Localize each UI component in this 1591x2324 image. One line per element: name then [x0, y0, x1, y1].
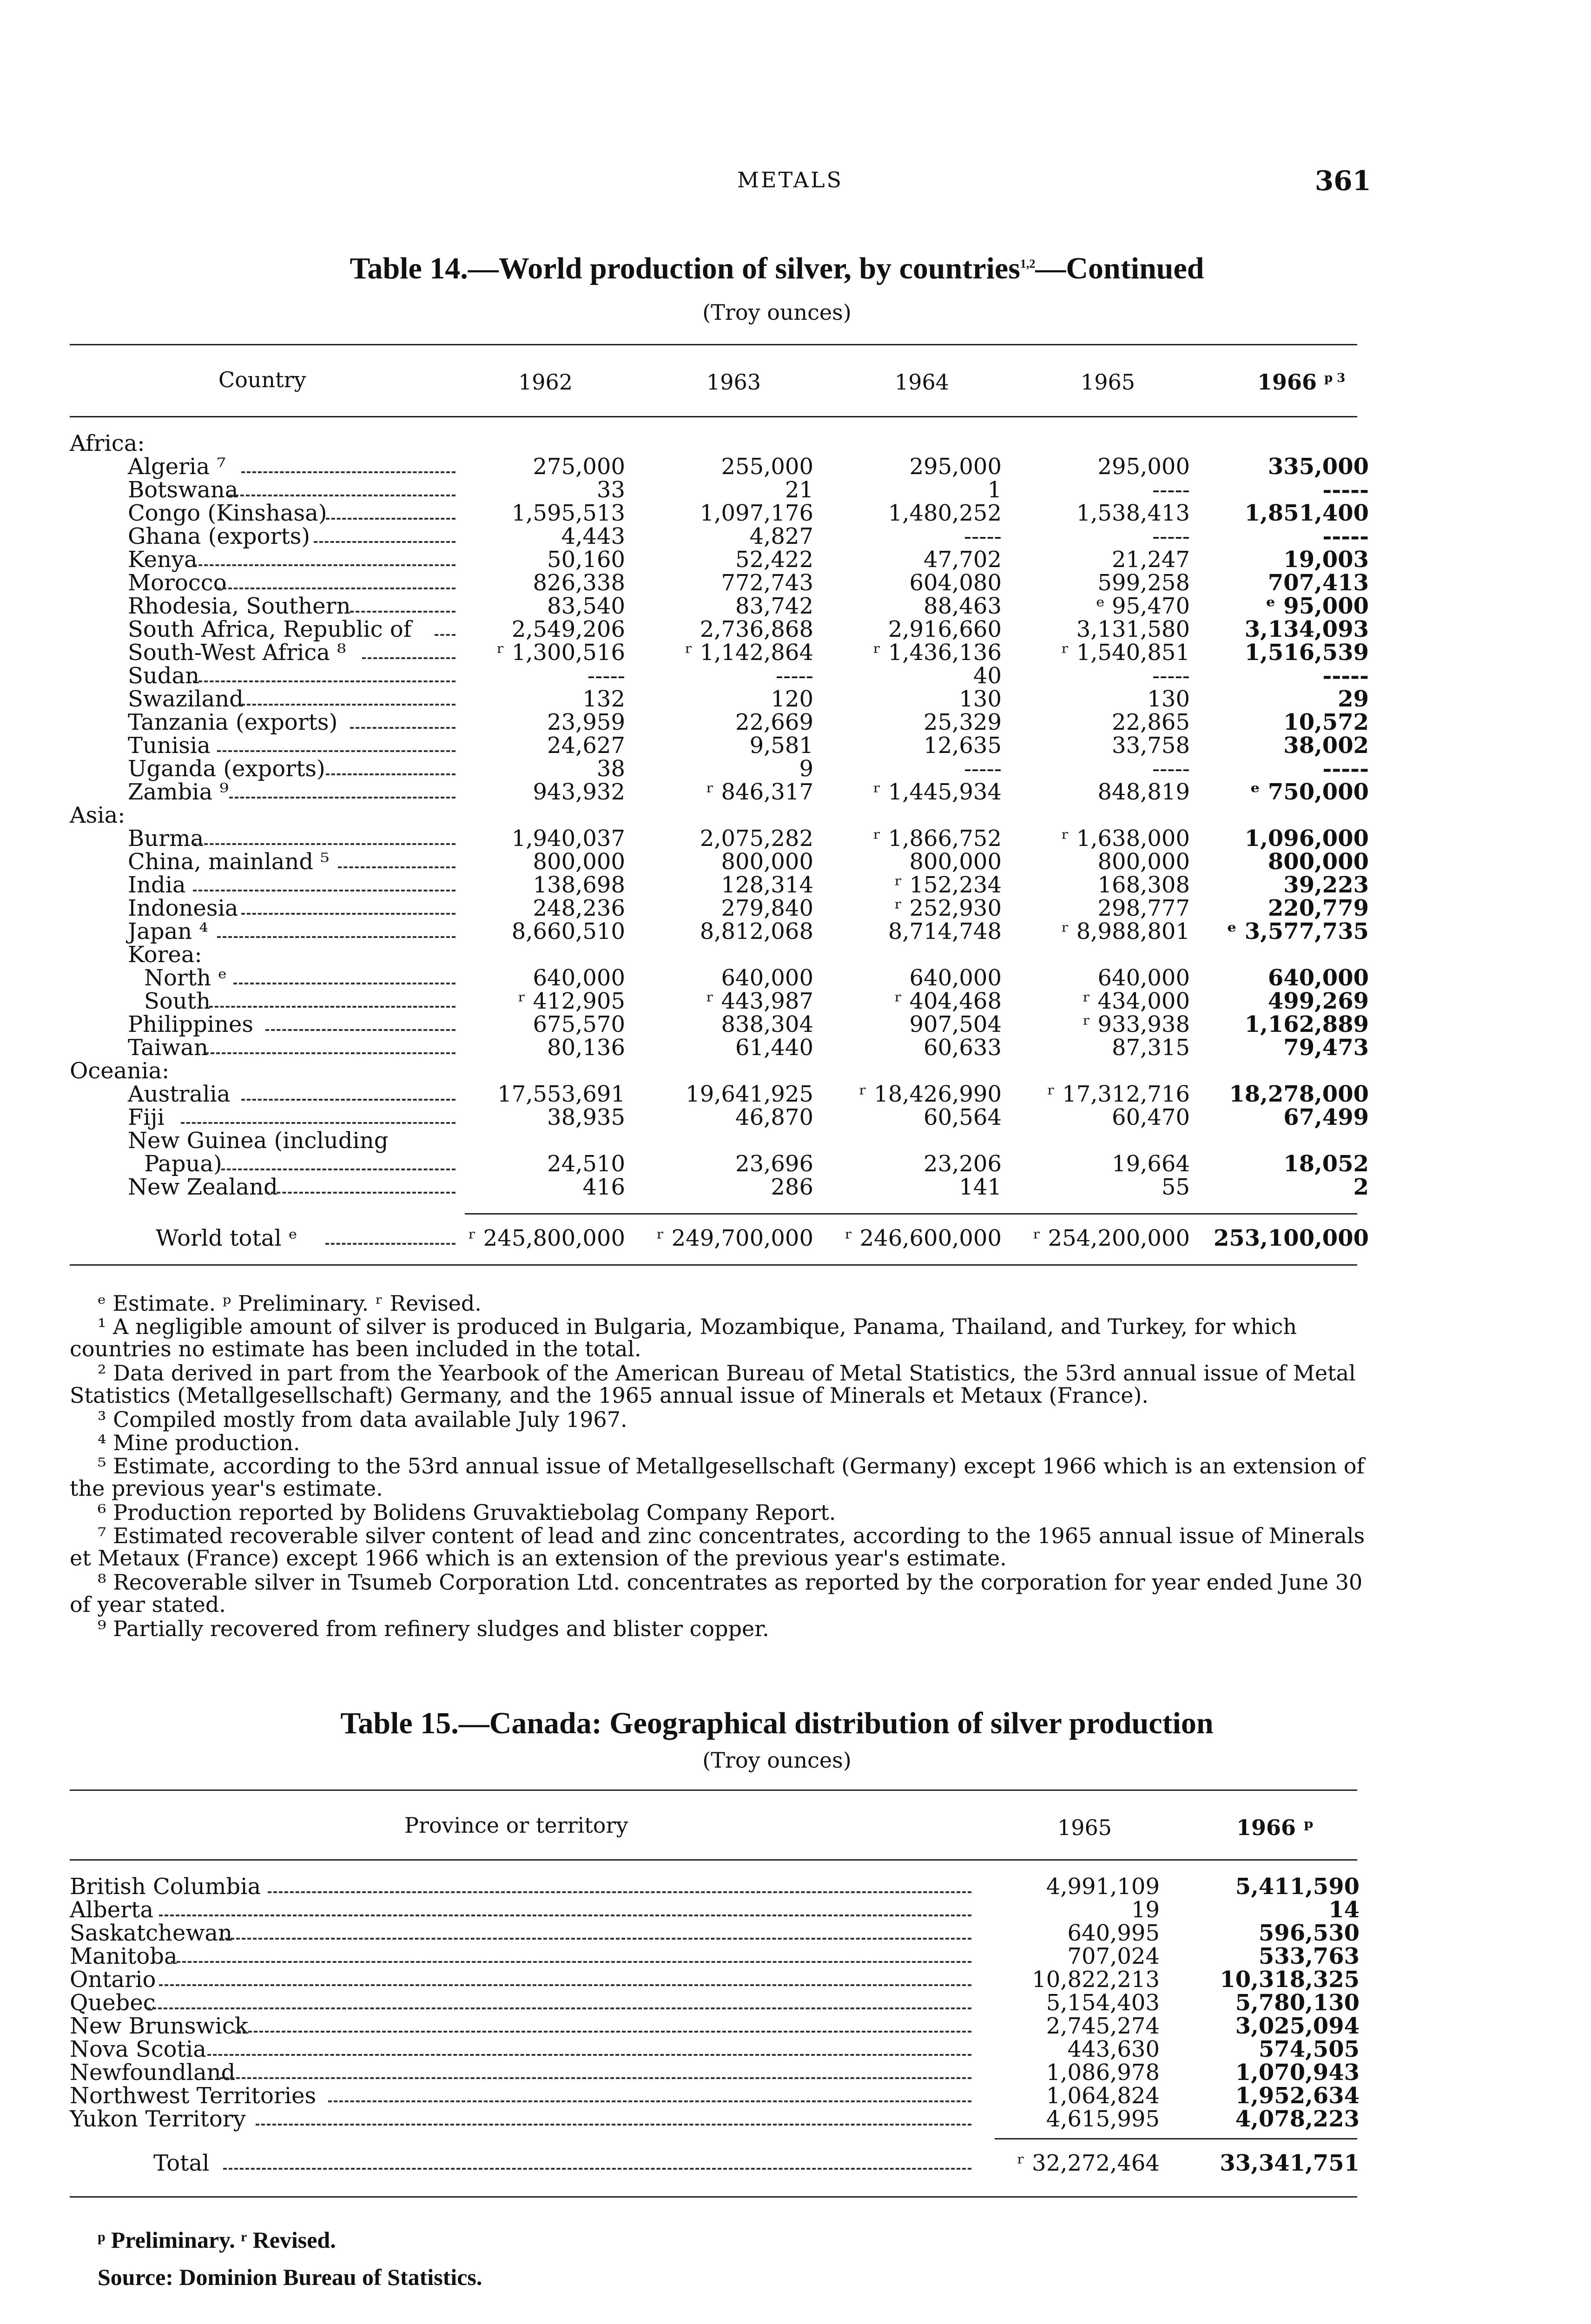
table14-cell: 4,827 — [749, 523, 813, 549]
leader-dots — [219, 1938, 971, 1940]
table14-cell: ----- — [1152, 477, 1190, 503]
table14-row-label: New Zealand — [128, 1174, 278, 1200]
table14-cell: ----- — [1152, 663, 1190, 689]
leader-dots — [193, 680, 456, 682]
table14-row-label: Philippines — [128, 1011, 254, 1037]
table14-footnote: ³ Compiled mostly from data available July 1967. — [98, 1407, 627, 1432]
table14-cell: 132 — [582, 686, 625, 712]
leader-dots — [241, 1099, 456, 1101]
table14-row-label: Morocco — [128, 570, 227, 596]
table14-cell: 23,696 — [735, 1151, 813, 1177]
table14-cell: ʳ 404,468 — [894, 988, 1002, 1014]
leader-dots — [268, 1891, 971, 1893]
leader-dots — [362, 657, 456, 659]
table15-title: Table 15.—Canada: Geographical distribution of silver production — [340, 1706, 1214, 1740]
table14-row-label: Korea: — [128, 942, 202, 968]
table14-row-label: South-West Africa ⁸ — [128, 640, 346, 666]
table15-cell-1966: 5,411,590 — [1235, 1874, 1360, 1900]
table14-cell: 138,698 — [533, 872, 625, 898]
table14-cell: 83,742 — [735, 593, 813, 619]
table14-footnote: ⁷ Estimated recoverable silver content of lead and zinc concentrates, according to the 1965 annual issue of Minerals et Metaux (France) except 1966 which is an extension of the previous year's estimate. — [70, 1523, 1365, 1571]
table14-row-label: Tunisia — [128, 733, 211, 759]
table14-cell: ----- — [1322, 663, 1369, 689]
table14-cell: 640,000 — [909, 965, 1002, 991]
table14-row-label: Taiwan — [128, 1035, 208, 1061]
page-number: 361 — [1314, 165, 1371, 197]
table14-footnote: ⁸ Recoverable silver in Tsumeb Corporation Ltd. concentrates as reported by the corporation for year ended June 30 of year stated. — [70, 1570, 1363, 1617]
table14-row-label: Algeria ⁷ — [128, 454, 226, 480]
table15-footnote-1: ᵖ Preliminary. ʳ Revised. — [98, 2227, 336, 2253]
table14-row-label: Papua) — [144, 1151, 222, 1177]
table15-row-label: Ontario — [70, 1967, 156, 1993]
table14-top-rule — [70, 344, 1357, 345]
table14-cell: 248,236 — [533, 895, 625, 921]
leader-dots — [350, 611, 456, 613]
table14-total-cell: ʳ 245,800,000 — [468, 1225, 625, 1251]
table14-row-label: Indonesia — [128, 895, 238, 921]
table14-footnote: ⁴ Mine production. — [98, 1430, 300, 1455]
leader-dots — [265, 1192, 456, 1194]
table14-cell: 33,758 — [1112, 733, 1190, 759]
table14-row-label: Zambia ⁹ — [128, 779, 229, 805]
table14-cell: 800,000 — [909, 849, 1002, 875]
table14-row-label: Congo (Kinshasa) — [128, 500, 327, 526]
table14-cell: 800,000 — [1268, 849, 1369, 875]
table15-col-1966: 1966 ᵖ — [1236, 1815, 1314, 1840]
leader-dots — [241, 471, 456, 473]
table14-cell: 848,819 — [1097, 779, 1190, 805]
table14-cell: 275,000 — [533, 454, 625, 480]
leader-dots — [314, 541, 456, 543]
table14-cell: 2,549,206 — [511, 616, 625, 642]
table14-cell: 907,504 — [909, 1011, 1002, 1037]
leader-dots — [328, 2100, 971, 2102]
table14-header-rule — [70, 416, 1357, 417]
table14-row-label: South — [144, 988, 211, 1014]
table14-cell: 1,097,176 — [700, 500, 813, 526]
table14-footnote: ⁵ Estimate, according to the 53rd annual issue of Metallgesellschaft (Germany) except 1966 which is an extension of the previous year's estimate. — [70, 1453, 1365, 1501]
table14-cell: ʳ 1,866,752 — [873, 825, 1002, 852]
table14-title — [0, 251, 1572, 286]
table14-cell: 12,635 — [924, 733, 1002, 759]
table14-cell: 19,641,925 — [686, 1081, 813, 1107]
table14-cell: 46,870 — [735, 1104, 813, 1130]
table14-cell: ʳ 17,312,716 — [1047, 1081, 1190, 1107]
leader-dots — [233, 983, 456, 984]
table14-row-label: North ᵉ — [144, 965, 227, 991]
table14-cell: 17,553,691 — [497, 1081, 625, 1107]
table14-col-1962: 1962 — [518, 370, 573, 395]
table14-cell: 19,664 — [1112, 1151, 1190, 1177]
table14-cell: ----- — [964, 756, 1002, 782]
table14-cell: 3,131,580 — [1076, 616, 1190, 642]
table15-row-label: Nova Scotia — [70, 2036, 206, 2062]
table14-cell: ʳ 412,905 — [518, 988, 625, 1014]
table14-total-cell: 253,100,000 — [1213, 1225, 1369, 1251]
table14-cell: 38 — [596, 756, 625, 782]
table14-cell: 1,595,513 — [511, 500, 625, 526]
table14-cell: 298,777 — [1097, 895, 1190, 921]
table14-row-label: Sudan — [128, 663, 200, 689]
table14-footnote: ᵉ Estimate. ᵖ Preliminary. ʳ Revised. — [98, 1291, 482, 1316]
table14-cell: 9,581 — [749, 733, 813, 759]
table14-cell: 286 — [771, 1174, 813, 1200]
table14-cell: 640,000 — [1097, 965, 1190, 991]
table14-footnote: ⁹ Partially recovered from refinery sludges and blister copper. — [98, 1616, 769, 1641]
table14-cell: 2 — [1353, 1174, 1369, 1200]
table15-row-label: Manitoba — [70, 1943, 178, 1969]
table14-cell: 21,247 — [1112, 547, 1190, 573]
leader-dots — [326, 518, 456, 520]
table14-footnote: ² Data derived in part from the Yearbook of the American Bureau of Metal Statistics, the 53rd annual issue of Metal Statistics (Metallgesellschaft) Germany, and the 1965 annual issue of Minerals et Metaux (France). — [70, 1360, 1356, 1408]
table14-cell: 1 — [987, 477, 1002, 503]
table14-title-text: Table 14.—World production of silver, by countries — [350, 251, 1020, 285]
table14-col-1966-year: 1966 — [1257, 370, 1317, 395]
table14-cell: ʳ 933,938 — [1083, 1011, 1190, 1037]
table15-row-label: British Columbia — [70, 1874, 261, 1900]
table14-cell: 18,278,000 — [1229, 1081, 1369, 1107]
table15-row-label: New Brunswick — [70, 2013, 248, 2039]
table14-cell: 67,499 — [1283, 1104, 1369, 1130]
table14-cell: 33 — [596, 477, 625, 503]
table14-row-label: Africa: — [70, 430, 145, 456]
leader-dots — [171, 1961, 971, 1963]
table14-cell: ʳ 18,426,990 — [859, 1081, 1002, 1107]
leader-dots — [159, 1984, 971, 1986]
table14-col-1966 — [1257, 370, 1345, 395]
table14-cell: ᵉ 3,577,735 — [1227, 918, 1369, 944]
table14-cell: 60,564 — [924, 1104, 1002, 1130]
table14-total-cell: ʳ 246,600,000 — [845, 1225, 1002, 1251]
table15-col-1965: 1965 — [1057, 1815, 1112, 1840]
table14-cell: 295,000 — [909, 454, 1002, 480]
table15-cell-1965: 5,154,403 — [1046, 1990, 1160, 2016]
table14-cell: 800,000 — [1097, 849, 1190, 875]
table14-cell: ʳ 1,300,516 — [496, 640, 625, 666]
leader-dots — [207, 2054, 971, 2056]
table14-cell: ----- — [1322, 523, 1369, 549]
table15-cell-1966: 3,025,094 — [1235, 2013, 1360, 2039]
leader-dots — [209, 1006, 456, 1008]
table14-cell: 8,714,748 — [888, 918, 1002, 944]
table14-row-label: New Guinea (including — [128, 1128, 389, 1154]
leader-dots — [193, 564, 456, 566]
table14-cell: 60,470 — [1112, 1104, 1190, 1130]
table14-cell: 640,000 — [1268, 965, 1369, 991]
table15-top-rule — [70, 1789, 1357, 1791]
table14-cell: 24,510 — [547, 1151, 625, 1177]
leader-dots — [229, 495, 456, 496]
table14-col-country: Country — [218, 367, 306, 392]
table14-cell: 18,052 — [1283, 1151, 1369, 1177]
leader-dots — [338, 866, 456, 868]
table15-cell-1965: 10,822,213 — [1032, 1967, 1160, 1993]
table14-cell: ----- — [775, 663, 813, 689]
table14-cell: 38,935 — [547, 1104, 625, 1130]
table14-cell: ʳ 443,987 — [706, 988, 813, 1014]
leader-dots — [229, 797, 456, 799]
table14-cell: 120 — [771, 686, 813, 712]
table14-cell: ʳ 8,988,801 — [1061, 918, 1190, 944]
table15-cell-1966: 574,505 — [1258, 2036, 1360, 2062]
table14-cell: 826,338 — [533, 570, 625, 596]
table14-cell: 707,413 — [1268, 570, 1369, 596]
table14-cell: 60,633 — [924, 1035, 1002, 1061]
table15-cell-1966: 4,078,223 — [1235, 2106, 1360, 2132]
table15-cell-1966: 1,952,634 — [1235, 2083, 1360, 2109]
table14-cell: 604,080 — [909, 570, 1002, 596]
table14-cell: 3,134,093 — [1244, 616, 1369, 642]
table14-cell: 23,206 — [924, 1151, 1002, 1177]
table15-footnote-source: Source: Dominion Bureau of Statistics. — [98, 2264, 482, 2290]
table14-cell: 1,516,539 — [1244, 640, 1369, 666]
table14-cell: 4,443 — [561, 523, 625, 549]
table14-cell: ᵉ 95,470 — [1096, 593, 1190, 619]
table14-cell: 38,002 — [1283, 733, 1369, 759]
table14-title-suffix: —Continued — [1035, 251, 1204, 285]
table14-row-label: India — [128, 872, 186, 898]
table14-cell: 83,540 — [547, 593, 625, 619]
table15-header-rule — [70, 1859, 1357, 1861]
table15-total-label: Total — [153, 2150, 210, 2176]
table14-unit: (Troy ounces) — [702, 300, 852, 325]
table14-cell: 640,000 — [533, 965, 625, 991]
table14-cell: ----- — [1152, 756, 1190, 782]
table14-cell: 141 — [959, 1174, 1002, 1200]
table14-cell: 40 — [973, 663, 1002, 689]
table14-cell: 55 — [1161, 1174, 1190, 1200]
table14-cell: ʳ 1,540,851 — [1061, 640, 1190, 666]
table15-cell-1965: 4,615,995 — [1046, 2106, 1160, 2132]
table14-cell: 800,000 — [533, 849, 625, 875]
table15-total-rule — [995, 2138, 1357, 2139]
table14-cell: 8,660,510 — [511, 918, 625, 944]
table14-cell: 50,160 — [547, 547, 625, 573]
table14-cell: 79,473 — [1283, 1035, 1369, 1061]
table14-col-1966-sup: p 3 — [1324, 371, 1346, 385]
table15-row-label: Northwest Territories — [70, 2083, 317, 2109]
table15-cell-1965: 2,745,274 — [1046, 2013, 1160, 2039]
leader-dots — [219, 2077, 971, 2079]
table14-row-label: Botswana — [128, 477, 238, 503]
table14-total-cell: ʳ 254,200,000 — [1033, 1225, 1190, 1251]
table14-total-label: World total ᵉ — [156, 1225, 297, 1251]
table14-cell: ----- — [964, 523, 1002, 549]
leader-dots — [265, 1029, 456, 1031]
leader-dots — [326, 773, 456, 775]
leader-dots — [205, 1052, 456, 1054]
table14-cell: 23,959 — [547, 709, 625, 735]
table14-cell: ----- — [1152, 523, 1190, 549]
table14-cell: 2,736,868 — [700, 616, 813, 642]
leader-dots — [350, 727, 456, 729]
table14-cell: 255,000 — [721, 454, 813, 480]
table14-footnote: ¹ A negligible amount of silver is produced in Bulgaria, Mozambique, Panama, Thailand, and Turkey, for which countries no estimate has been included in the total. — [70, 1314, 1297, 1361]
table14-cell: ʳ 1,445,934 — [873, 779, 1002, 805]
table14-cell: ----- — [1322, 756, 1369, 782]
table14-cell: ᵉ 750,000 — [1250, 779, 1369, 805]
table14-cell: 279,840 — [721, 895, 813, 921]
table15-cell-1966: 596,530 — [1258, 1920, 1360, 1946]
table14-cell: 87,315 — [1112, 1035, 1190, 1061]
table15-row-label: Quebec — [70, 1990, 156, 2016]
leader-dots — [221, 1169, 456, 1170]
table14-cell: 29 — [1338, 686, 1369, 712]
table14-cell: 1,851,400 — [1244, 500, 1369, 526]
table14-cell: 88,463 — [924, 593, 1002, 619]
leader-dots — [217, 936, 456, 938]
table14-cell: 9 — [799, 756, 813, 782]
table14-cell: 47,702 — [924, 547, 1002, 573]
table14-title-sup: 1,2 — [1020, 257, 1036, 271]
table14-cell: 2,916,660 — [888, 616, 1002, 642]
table15-row-label: Alberta — [70, 1897, 153, 1923]
table14-cell: ʳ 434,000 — [1083, 988, 1190, 1014]
table14-cell: 39,223 — [1283, 872, 1369, 898]
table14-cell: 168,308 — [1097, 872, 1190, 898]
table14-row-label: Rhodesia, Southern — [128, 593, 351, 619]
table14-row-label: Asia: — [70, 802, 125, 828]
leader-dots — [223, 2168, 971, 2170]
table14-row-label: Fiji — [128, 1104, 165, 1130]
table15-row-label: Saskatchewan — [70, 1920, 232, 1946]
table15-cell-1966: 533,763 — [1258, 1943, 1360, 1969]
table14-cell: 499,269 — [1268, 988, 1369, 1014]
table14-cell: 61,440 — [735, 1035, 813, 1061]
table14-cell: 295,000 — [1097, 454, 1190, 480]
table14-col-1964: 1964 — [895, 370, 950, 395]
leader-dots — [231, 2031, 971, 2033]
table14-row-label: Oceania: — [70, 1058, 170, 1084]
table14-total-rule — [465, 1213, 1357, 1215]
table14-cell: 24,627 — [547, 733, 625, 759]
table14-cell: ʳ 1,638,000 — [1061, 825, 1190, 852]
leader-dots — [256, 2124, 971, 2126]
table15-cell-1966: 10,318,325 — [1220, 1967, 1360, 1993]
table15-cell-1965: 443,630 — [1067, 2036, 1160, 2062]
table14-cell: 10,572 — [1283, 709, 1369, 735]
running-head: METALS — [737, 167, 844, 192]
table14-cell: 838,304 — [721, 1011, 813, 1037]
table14-cell: 8,812,068 — [700, 918, 813, 944]
table14-cell: 21 — [785, 477, 813, 503]
table14-cell: ʳ 1,436,136 — [873, 640, 1002, 666]
table14-cell: 220,779 — [1268, 895, 1369, 921]
leader-dots — [147, 2007, 971, 2009]
table15-cell-1965: 640,995 — [1067, 1920, 1160, 1946]
table14-row-label: Kenya — [128, 547, 198, 573]
table14-cell: 22,669 — [735, 709, 813, 735]
leader-dots — [217, 750, 456, 752]
table14-row-label: Swaziland — [128, 686, 244, 712]
table14-row-label: Uganda (exports) — [128, 756, 325, 782]
table14-bottom-rule — [70, 1264, 1357, 1266]
table14-cell: ----- — [1322, 477, 1369, 503]
table15-col-province: Province or territory — [404, 1813, 628, 1838]
table14-cell: 2,075,282 — [700, 825, 813, 852]
table14-total-cell: ʳ 249,700,000 — [656, 1225, 813, 1251]
table14-cell: ᵉ 95,000 — [1266, 593, 1369, 619]
table15-bottom-rule — [70, 2196, 1357, 2198]
table14-row-label: Ghana (exports) — [128, 523, 310, 549]
table14-cell: 80,136 — [547, 1035, 625, 1061]
table14-cell: 130 — [959, 686, 1002, 712]
table14-col-1965: 1965 — [1081, 370, 1135, 395]
table15-unit: (Troy ounces) — [702, 1748, 852, 1773]
table14-cell: 416 — [582, 1174, 625, 1200]
table14-cell: 128,314 — [721, 872, 813, 898]
table14-row-label: Burma — [128, 825, 204, 852]
leader-dots — [181, 1122, 456, 1124]
table15-cell-1966: 14 — [1328, 1897, 1360, 1923]
table15-total-1966: 33,341,751 — [1220, 2150, 1360, 2176]
table14-col-1963: 1963 — [706, 370, 761, 395]
table14-row-label: China, mainland ⁵ — [128, 849, 330, 875]
table14-cell: 675,570 — [533, 1011, 625, 1037]
table14-cell: 800,000 — [721, 849, 813, 875]
table14-cell: 640,000 — [721, 965, 813, 991]
leader-dots — [241, 704, 456, 706]
table14-cell: ʳ 252,930 — [894, 895, 1002, 921]
table15-cell-1966: 5,780,130 — [1235, 1990, 1360, 2016]
table14-cell: ----- — [587, 663, 625, 689]
table15-row-label: Newfoundland — [70, 2060, 236, 2086]
table14-cell: 335,000 — [1268, 454, 1369, 480]
table14-footnote: ⁶ Production reported by Bolidens Gruvaktiebolag Company Report. — [98, 1500, 836, 1525]
table14-cell: 1,096,000 — [1244, 825, 1369, 852]
table14-cell: 1,480,252 — [888, 500, 1002, 526]
table14-row-label: Australia — [128, 1081, 231, 1107]
table14-row-label: Japan ⁴ — [128, 918, 208, 944]
table15-row-label: Yukon Territory — [70, 2106, 246, 2132]
table14-row-label: Tanzania (exports) — [128, 709, 338, 735]
table15-cell-1965: 19 — [1131, 1897, 1160, 1923]
leader-dots — [217, 588, 456, 589]
table14-cell: ʳ 152,234 — [894, 872, 1002, 898]
table14-cell: 1,162,889 — [1244, 1011, 1369, 1037]
table15-cell-1965: 1,086,978 — [1046, 2060, 1160, 2086]
table14-cell: 1,538,413 — [1076, 500, 1190, 526]
leader-dots — [193, 843, 456, 845]
leader-dots — [193, 890, 456, 891]
table14-row-label: South Africa, Republic of — [128, 616, 412, 642]
table15-cell-1965: 1,064,824 — [1046, 2083, 1160, 2109]
table14-cell: 772,743 — [721, 570, 813, 596]
table14-cell: 599,258 — [1097, 570, 1190, 596]
table14-cell: 19,003 — [1283, 547, 1369, 573]
table15-cell-1966: 1,070,943 — [1235, 2060, 1360, 2086]
table14-cell: 25,329 — [924, 709, 1002, 735]
leader-dots — [241, 913, 456, 915]
table15-total-1965: ʳ 32,272,464 — [1017, 2150, 1160, 2176]
table14-cell: 22,865 — [1112, 709, 1190, 735]
table15-cell-1965: 4,991,109 — [1046, 1874, 1160, 1900]
table14-cell: 943,932 — [533, 779, 625, 805]
leader-dots — [159, 1915, 971, 1916]
table14-cell: ʳ 1,142,864 — [685, 640, 813, 666]
table14-cell: 1,940,037 — [511, 825, 625, 852]
table14-cell: ʳ 846,317 — [706, 779, 813, 805]
table15-cell-1965: 707,024 — [1067, 1943, 1160, 1969]
table14-cell: 130 — [1147, 686, 1190, 712]
table14-cell: 52,422 — [735, 547, 813, 573]
